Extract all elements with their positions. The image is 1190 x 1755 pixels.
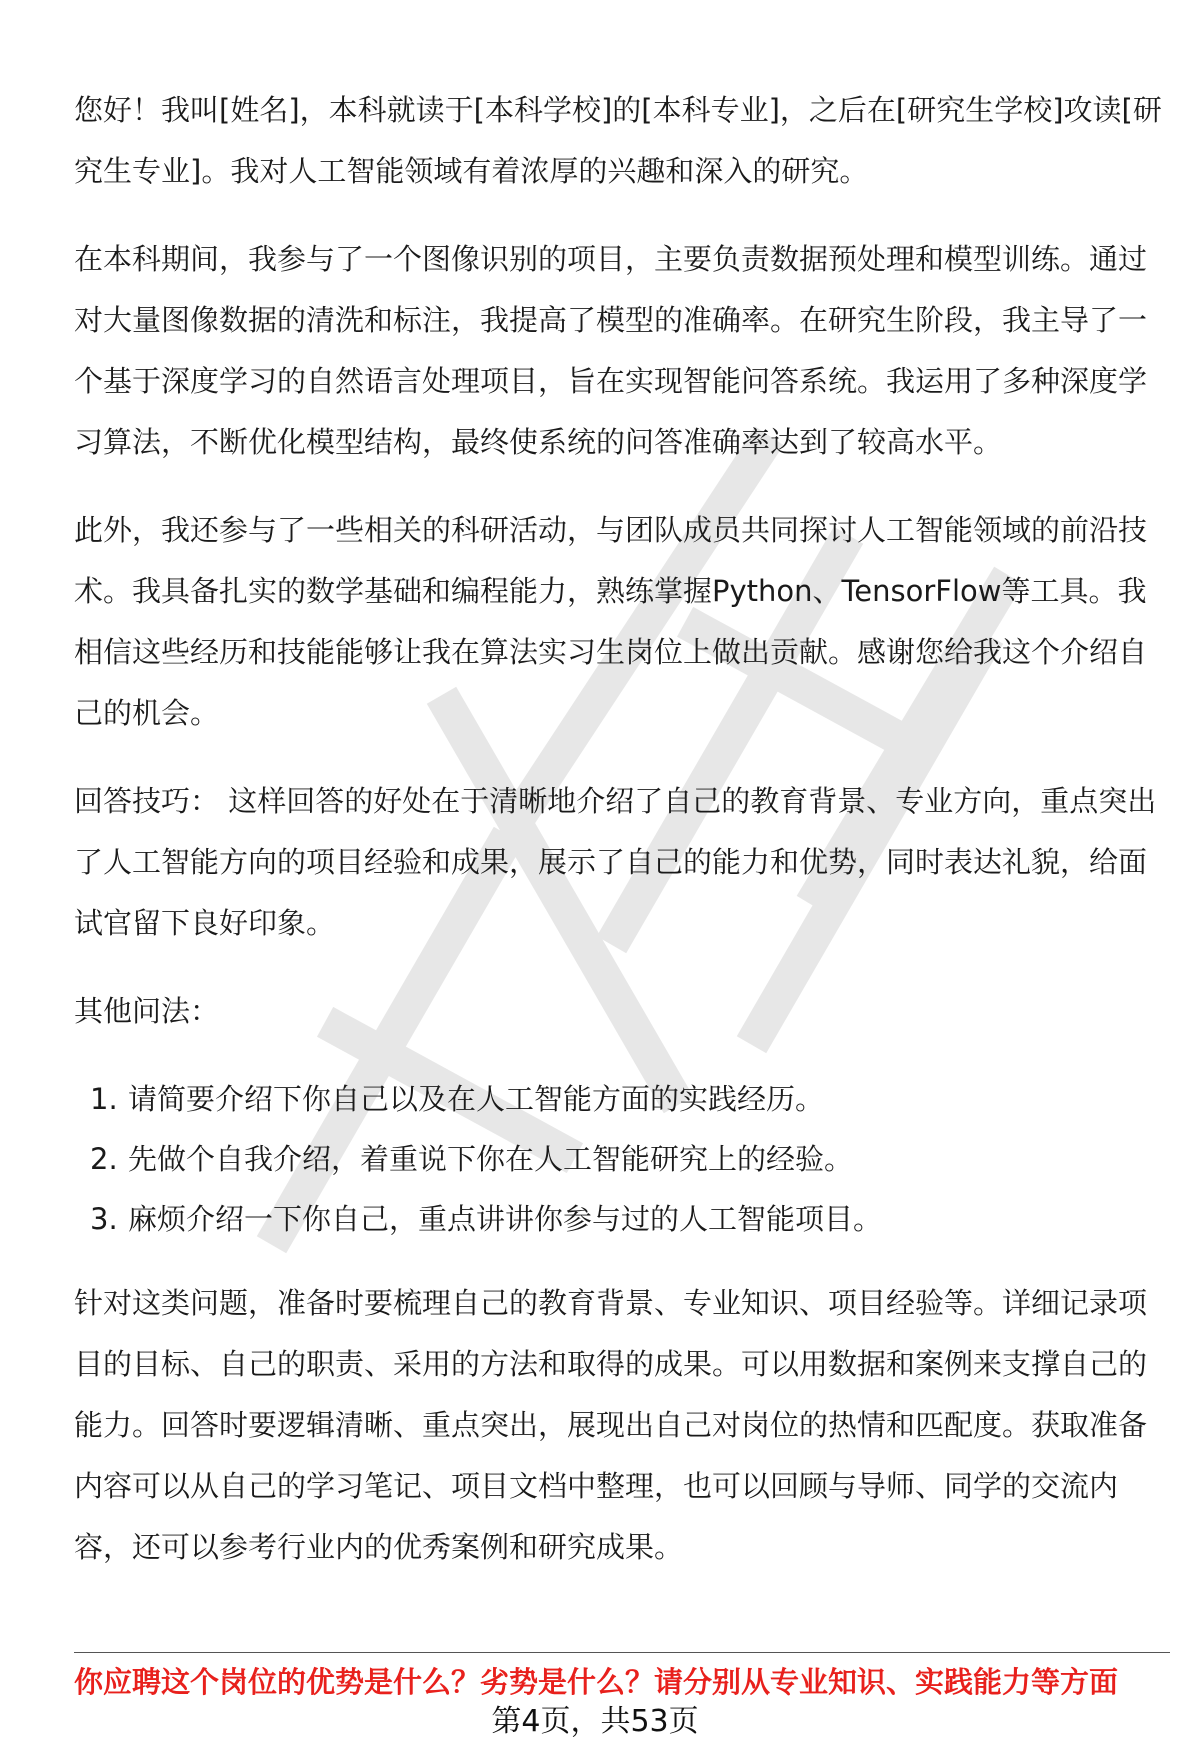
next-question-heading: 你应聘这个岗位的优势是什么？劣势是什么？请分别从专业知识、实践能力等方面 [74,1665,1119,1699]
preparation-advice-paragraph: 针对这类问题，准备时要梳理自己的教育背景、专业知识、项目经验等。详细记录项目的目标、自己的职责、采用的方法和取得的成果。可以用数据和案例来支撑自己的能力。回答时要逻辑清晰、重点突出，展现出自己对岗位的热情和匹配度。获取准备内容可以从自己的学习笔记、项目文档中整理，也可以回顾与导师、同学的交流内容，还可以参考行业内的优秀案例和研究成果。 [74,1286,1148,1564]
research-skills-paragraph: 此外，我还参与了一些相关的科研活动，与团队成员共同探讨人工智能领域的前沿技术。我具备扎实的数学基础和编程能力，熟练掌握Python、TensorFlow等工具。我相信这些经历和技能能够让我在算法实习生岗位上做出贡献。感谢您给我这个介绍自己的机会。 [74,513,1148,730]
list-text: 先做个自我介绍，着重说下你在人工智能研究上的经验。 [128,1142,854,1176]
other-asks-list [74,1069,1164,1249]
other-asks-heading: 其他问法： [74,994,220,1028]
list-item [74,1069,1164,1129]
list-number: 1. [90,1082,118,1116]
intro-paragraph: 您好！我叫[姓名]，本科就读于[本科学校]的[本科专业]，之后在[研究生学校]攻读[研究生专业]。我对人工智能领域有着浓厚的兴趣和深入的研究。 [74,93,1162,188]
list-text: 请简要介绍下你自己以及在人工智能方面的实践经历。 [128,1082,825,1116]
list-text: 麻烦介绍一下你自己，重点讲讲你参与过的人工智能项目。 [128,1202,883,1236]
answer-tips-paragraph: 回答技巧： 这样回答的好处在于清晰地介绍了自己的教育背景、专业方向，重点突出了人工智能方向的项目经验和成果，展示了自己的能力和优势，同时表达礼貌，给面试官留下良好印象。 [74,784,1157,940]
list-number: 3. [90,1202,118,1236]
list-item [74,1189,1164,1249]
page-number: 第4页，共53页 [491,1704,699,1739]
document-body [74,80,1164,1605]
list-item [74,1129,1164,1189]
undergrad-grad-paragraph: 在本科期间，我参与了一个图像识别的项目，主要负责数据预处理和模型训练。通过对大量图像数据的清洗和标注，我提高了模型的准确率。在研究生阶段，我主导了一个基于深度学习的自然语言处理项目，旨在实现智能问答系统。我运用了多种深度学习算法，不断优化模型结构，最终使系统的问答准确率达到了较高水平。 [74,242,1148,459]
list-number: 2. [90,1142,118,1176]
divider [74,1652,1170,1653]
